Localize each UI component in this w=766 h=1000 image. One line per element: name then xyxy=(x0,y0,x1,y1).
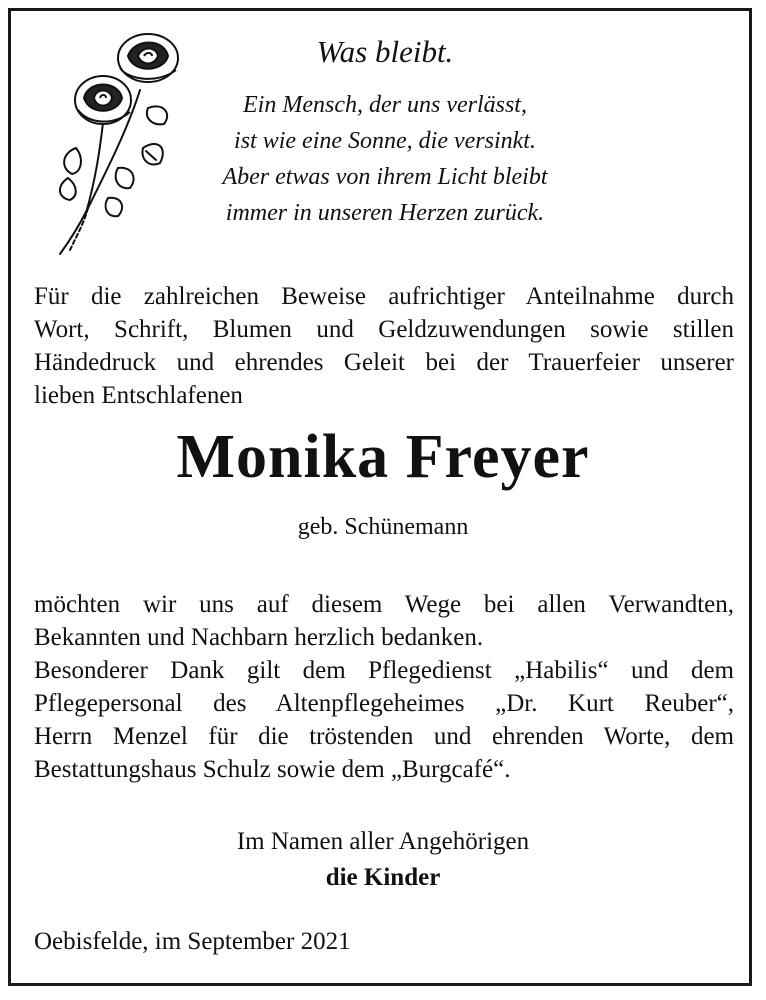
thanks-paragraph xyxy=(34,588,734,786)
thanks-line: Bekannten und Nachbarn herzlich bedanken. xyxy=(34,624,484,651)
thanks-line: Pflegepersonal des Altenpflegeheimes „Dr. Kurt Reuber“, xyxy=(34,690,734,717)
intro-paragraph xyxy=(34,280,734,412)
poem-title: Was bleibt. xyxy=(316,34,454,69)
poem-line: ist wie eine Sonne, die versinkt. xyxy=(234,128,536,154)
dateline: Oebisfelde, im September 2021 xyxy=(34,928,351,955)
thanks-line: Herrn Menzel für die tröstenden und ehrenden Worte, dem xyxy=(34,723,734,750)
thanks-line: Bestattungshaus Schulz sowie dem „Burgcafé“. xyxy=(34,756,511,783)
deceased-name: Monika Freyer xyxy=(176,423,590,491)
poem-line: Ein Mensch, der uns verlässt, xyxy=(243,92,527,118)
signature-line: Im Namen aller Angehörigen xyxy=(236,828,530,855)
intro-line: Händedruck und ehrendes Geleit bei der Trauerfeier unserer xyxy=(34,349,734,376)
thanks-line: Besonderer Dank gilt dem Pflegedienst „Habilis“ und dem xyxy=(34,657,734,684)
intro-line: Für die zahlreichen Beweise aufrichtiger Anteilnahme durch xyxy=(34,283,734,310)
maiden-name: geb. Schünemann xyxy=(297,514,469,540)
rose-icon xyxy=(48,28,188,258)
thanks-line: möchten wir uns auf diesem Wege bei allen Verwandten, xyxy=(34,591,734,618)
intro-line: Wort, Schrift, Blumen und Geldzuwendungen sowie stillen xyxy=(34,316,734,343)
poem-line: immer in unseren Herzen zurück. xyxy=(225,200,545,226)
signature-family: die Kinder xyxy=(325,864,441,891)
intro-line: lieben Entschlafenen xyxy=(34,382,243,409)
poem-line: Aber etwas von ihrem Licht bleibt xyxy=(222,164,548,190)
